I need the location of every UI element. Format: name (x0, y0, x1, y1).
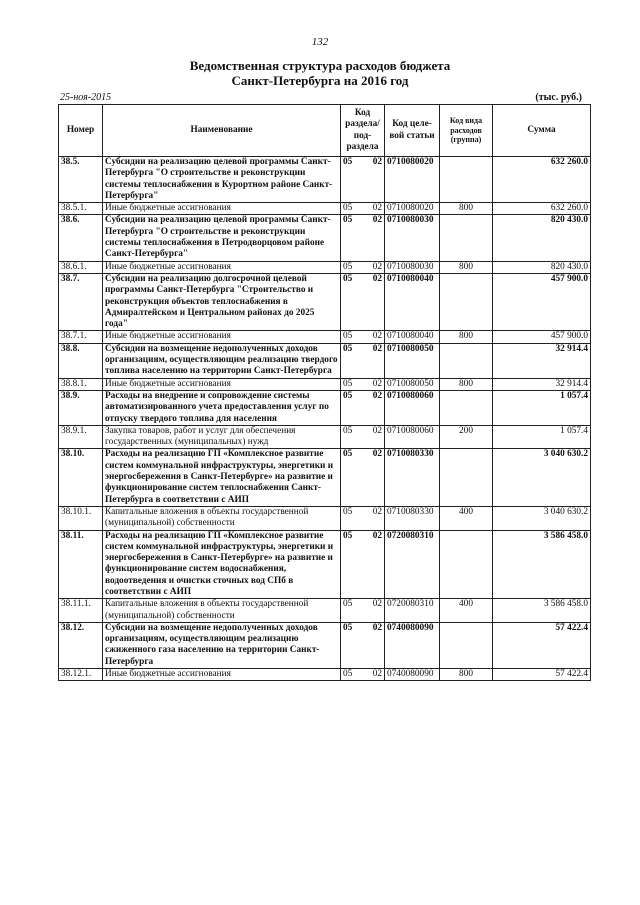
table-row (59, 157, 591, 203)
row-sum: 3 040 630.2 (493, 506, 591, 530)
row-sum: 3 586 458.0 (493, 530, 591, 599)
subsection-code: 02 (372, 599, 382, 610)
row-target-code: 0720080310 (385, 530, 440, 599)
row-sum: 457 900.0 (493, 273, 591, 330)
subsection-code: 02 (372, 622, 382, 633)
row-expense-type: 200 (440, 425, 493, 449)
title-line-1: Ведомственная структура расходов бюджета (189, 58, 451, 73)
subsection-code: 02 (372, 506, 382, 517)
row-sum: 1 057.4 (493, 390, 591, 425)
row-target-code: 0710080060 (385, 425, 440, 449)
header-expense-type: Код вида расходов (группа) (440, 105, 493, 157)
row-target-code: 0710080030 (385, 261, 440, 273)
subsection-code: 02 (372, 157, 382, 167)
row-number: 38.6.1. (59, 261, 103, 273)
header-target-code: Код целе- вой статьи (385, 105, 440, 157)
row-target-code: 0710080030 (385, 215, 440, 261)
subsection-code: 02 (372, 331, 382, 342)
row-name: Расходы на реализацию ГП «Комплексное развитие систем коммунальной инфраструктуры, энергетики и энергосбережения в Санкт-Петербурге» на развитие и функционирование систем водоснабжения, водоотведения и очистки сточных вод СПб в соответствии с АИП (103, 530, 341, 599)
row-number: 38.7. (59, 273, 103, 330)
row-sum: 457 900.0 (493, 331, 591, 343)
row-section-code (341, 343, 385, 378)
row-name: Иные бюджетные ассигнования (103, 669, 341, 681)
row-name: Расходы на реализацию ГП «Комплексное развитие систем коммунальной инфраструктуры, энергетики и энергосбережения в Санкт-Петербурге» на развитие и функционирование систем теплоснабжения Санкт-Петербурга в соответствии с АИП (103, 449, 341, 506)
row-number: 38.6. (59, 215, 103, 261)
table-row (59, 622, 591, 668)
row-name: Капитальные вложения в объекты государственной (муниципальной) собственности (103, 599, 341, 623)
row-section-code (341, 203, 385, 215)
section-code: 05 (343, 622, 353, 633)
budget-table (58, 104, 591, 681)
row-name: Закупка товаров, работ и услуг для обеспечения государственных (муниципальных) нужд (103, 425, 341, 449)
section-code: 05 (343, 506, 353, 517)
section-code: 05 (343, 425, 353, 436)
table-row (59, 390, 591, 425)
row-sum: 1 057.4 (493, 425, 591, 449)
row-expense-type: 800 (440, 203, 493, 215)
subsection-code: 02 (372, 530, 382, 541)
row-target-code: 0710080330 (385, 449, 440, 506)
row-name: Иные бюджетные ассигнования (103, 378, 341, 390)
units-label: (тыс. руб.) (535, 92, 582, 103)
document-date: 25-ноя-2015 (60, 92, 112, 103)
table-row (59, 378, 591, 390)
subsection-code: 02 (372, 378, 382, 389)
row-name: Иные бюджетные ассигнования (103, 261, 341, 273)
row-sum: 32 914.4 (493, 343, 591, 378)
row-expense-type (440, 449, 493, 506)
row-target-code: 0710080060 (385, 390, 440, 425)
row-section-code (341, 378, 385, 390)
table-row (59, 343, 591, 378)
row-expense-type (440, 343, 493, 378)
row-section-code (341, 530, 385, 599)
row-section-code (341, 390, 385, 425)
row-section-code (341, 669, 385, 681)
row-target-code: 0740080090 (385, 622, 440, 668)
section-code: 05 (343, 273, 353, 284)
row-expense-type (440, 157, 493, 203)
row-target-code: 0710080050 (385, 343, 440, 378)
row-name: Субсидии на реализацию целевой программы Санкт-Петербурга "О строительстве и реконструкции системы теплоснабжения в Курортном районе Санкт-Петербурга" (103, 157, 341, 203)
subsection-code: 02 (372, 215, 382, 226)
row-section-code (341, 506, 385, 530)
row-section-code (341, 449, 385, 506)
section-code: 05 (343, 331, 353, 342)
row-section-code (341, 273, 385, 330)
section-code: 05 (343, 449, 353, 460)
row-name: Иные бюджетные ассигнования (103, 203, 341, 215)
table-row (59, 599, 591, 623)
row-name: Капитальные вложения в объекты государственной (муниципальной) собственности (103, 506, 341, 530)
table-header-row (59, 105, 591, 157)
row-sum: 3 040 630.2 (493, 449, 591, 506)
row-target-code: 0720080310 (385, 599, 440, 623)
row-number: 38.10.1. (59, 506, 103, 530)
row-expense-type: 800 (440, 378, 493, 390)
row-name: Иные бюджетные ассигнования (103, 331, 341, 343)
row-number: 38.12. (59, 622, 103, 668)
section-code: 05 (343, 390, 353, 401)
section-code: 05 (343, 203, 353, 214)
row-number: 38.7.1. (59, 331, 103, 343)
row-number: 38.9. (59, 390, 103, 425)
table-row (59, 331, 591, 343)
table-row (59, 449, 591, 506)
row-section-code (341, 215, 385, 261)
row-sum: 57 422.4 (493, 669, 591, 681)
row-number: 38.5.1. (59, 203, 103, 215)
row-sum: 820 430.0 (493, 261, 591, 273)
section-code: 05 (343, 261, 353, 272)
row-expense-type (440, 273, 493, 330)
subsection-code: 02 (372, 343, 382, 354)
section-code: 05 (343, 599, 353, 610)
table-row (59, 425, 591, 449)
row-section-code (341, 425, 385, 449)
subsection-code: 02 (372, 669, 382, 680)
document-title (0, 58, 640, 88)
row-sum: 3 586 458.0 (493, 599, 591, 623)
row-sum: 57 422.4 (493, 622, 591, 668)
section-code: 05 (343, 669, 353, 680)
section-code: 05 (343, 157, 353, 167)
row-section-code (341, 599, 385, 623)
header-section-code: Код раздела/ под- раздела (341, 105, 385, 157)
row-section-code (341, 622, 385, 668)
section-code: 05 (343, 530, 353, 541)
row-name: Расходы на внедрение и сопровождение системы автоматизированного учета предоставления услуг по отпуску твердого топлива для населения (103, 390, 341, 425)
subsection-code: 02 (372, 390, 382, 401)
subsection-code: 02 (372, 425, 382, 436)
section-code: 05 (343, 215, 353, 226)
row-target-code: 0710080040 (385, 331, 440, 343)
row-sum: 820 430.0 (493, 215, 591, 261)
row-number: 38.8. (59, 343, 103, 378)
row-number: 38.9.1. (59, 425, 103, 449)
section-code: 05 (343, 343, 353, 354)
row-expense-type (440, 622, 493, 668)
row-expense-type: 400 (440, 599, 493, 623)
row-expense-type (440, 530, 493, 599)
row-number: 38.5. (59, 157, 103, 203)
row-name: Субсидии на возмещение недополученных доходов организациям, осуществляющим реализацию сжиженного газа населению на территории Санкт-Петербурга (103, 622, 341, 668)
table-row (59, 669, 591, 681)
table-row (59, 261, 591, 273)
header-sum: Сумма (493, 105, 591, 157)
row-target-code: 0710080050 (385, 378, 440, 390)
row-sum: 32 914.4 (493, 378, 591, 390)
table-row (59, 203, 591, 215)
subsection-code: 02 (372, 203, 382, 214)
row-number: 38.12.1. (59, 669, 103, 681)
row-sum: 632 260.0 (493, 157, 591, 203)
row-name: Субсидии на реализацию целевой программы Санкт-Петербурга "О строительстве и реконструкции системы теплоснабжения в Петродворцовом районе Санкт-Петербурга" (103, 215, 341, 261)
row-number: 38.11.1. (59, 599, 103, 623)
header-name: Наименование (103, 105, 341, 157)
row-expense-type (440, 390, 493, 425)
row-name: Субсидии на возмещение недополученных доходов организациям, осуществляющим реализацию твердого топлива населению на территории Санкт-Петербурга (103, 343, 341, 378)
table-row (59, 215, 591, 261)
row-number: 38.8.1. (59, 378, 103, 390)
table-row (59, 530, 591, 599)
row-target-code: 0710080330 (385, 506, 440, 530)
section-code: 05 (343, 378, 353, 389)
row-expense-type: 800 (440, 331, 493, 343)
title-line-2: Санкт-Петербурга на 2016 год (231, 73, 409, 88)
page-number: 132 (311, 36, 329, 48)
row-section-code (341, 261, 385, 273)
row-section-code (341, 331, 385, 343)
table-row (59, 273, 591, 330)
row-target-code: 0710080020 (385, 157, 440, 203)
subsection-code: 02 (372, 261, 382, 272)
row-expense-type: 400 (440, 506, 493, 530)
row-number: 38.10. (59, 449, 103, 506)
subsection-code: 02 (372, 449, 382, 460)
subsection-code: 02 (372, 273, 382, 284)
row-target-code: 0710080020 (385, 203, 440, 215)
row-name: Субсидии на реализацию долгосрочной целевой программы Санкт-Петербурга "Строительство и реконструкция объектов теплоснабжения в Адмиралтейском и Центральном районах до 2025 года" (103, 273, 341, 330)
row-expense-type: 800 (440, 669, 493, 681)
row-section-code (341, 157, 385, 203)
header-number: Номер (59, 105, 103, 157)
row-target-code: 0740080090 (385, 669, 440, 681)
row-sum: 632 260.0 (493, 203, 591, 215)
row-number: 38.11. (59, 530, 103, 599)
row-expense-type: 800 (440, 261, 493, 273)
table-row (59, 506, 591, 530)
row-target-code: 0710080040 (385, 273, 440, 330)
row-expense-type (440, 215, 493, 261)
